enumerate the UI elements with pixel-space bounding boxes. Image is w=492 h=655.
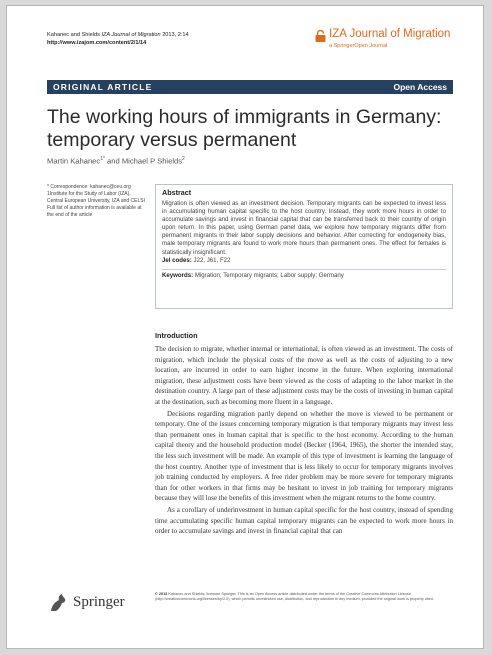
author-name: Martin Kahanec [47, 156, 101, 166]
affiliation-note: 1Institute for the Study of Labor (IZA), Central European University, IZA and CELSI [47, 191, 146, 204]
body-paragraph: Decisions regarding migration partly depend on whether the move is viewed to be permanent or temporary. One of the issues concerning temporary migration is that temporary migrants may invest less than permanent ones in human capital that is specific to the host economy. According to the human capital theory and the household production model (Becker (1964, 1965), the shorter the intended stay, the less such investment will be made. An example of this type of investment is learning the language of the host country. Another type of investment that is less likely to occur for temporary migrants involves job training conducted by employers. A free rider problem may be more severe for temporary migrants than for other workers in that firms may be hesitant to invest in job training for temporary migrants because they will lose the benefits of this investment when the migrant returns to the home country. [155, 409, 453, 503]
keywords-value: Migration; Temporary migrants; Labor supply; Germany [194, 271, 344, 279]
running-header [47, 31, 189, 47]
body-paragraph: As a corollary of underinvestment in human capital specific for the host country, instead of spending time accumulating specific human capital temporary migrants can be expected to work more hours in order to accumulate savings and invest in financial capital that can [155, 505, 453, 536]
jel-codes [162, 257, 446, 265]
abstract-heading: Abstract [162, 188, 192, 197]
jel-codes-label: Jel codes: [162, 256, 192, 264]
citation-line [47, 31, 189, 39]
license-text [155, 592, 453, 603]
article-type-band [47, 80, 453, 94]
keywords [162, 269, 446, 280]
journal-logo-title: IZA Journal of Migration [329, 28, 451, 40]
keywords-label: Keywords: [162, 271, 194, 279]
publisher-name: Springer [73, 594, 125, 610]
author-notes [47, 184, 147, 219]
abstract-box [155, 184, 453, 309]
correspondence-note: * Correspondence: kahanec@ceu.org [47, 184, 131, 190]
author-affiliation-mark: 1* [100, 156, 105, 162]
jel-codes-value: J22, J61, F22 [193, 256, 231, 264]
springer-logo [47, 592, 147, 616]
abstract-text: Migration is often viewed as an investment decision. Temporary migrants can be expected to invest less in accumulating human capital specific to the host country. Instead, they work more hours in order to accumulate savings and invest in financial capital that can be transferred back to their country of origin upon return. In this paper, using German panel data, we explore how temporary migrants differ from permanent migrants in their labor supply decisions and behavior. After correcting for endogeneity bias, male temporary migrants are found to work more hours than permanent ones. The effect for females is statistically insignificant. [162, 200, 446, 256]
springeropen-lock-icon [315, 30, 326, 42]
citation-volume: 2013, 2:14 [162, 32, 189, 38]
journal-logo-subtitle: a SpringerOpen Journal [329, 43, 388, 49]
journal-logo [315, 28, 455, 54]
abstract-divider [162, 269, 446, 270]
citation-journal: IZA Journal of Migration [101, 32, 161, 38]
section-heading: Introduction [155, 331, 198, 340]
open-access-label: Open Access [393, 82, 447, 92]
article-title-line-2: temporary versus permanent [47, 129, 297, 151]
license-copyright: © 2013 [155, 592, 168, 596]
article-body [155, 331, 453, 538]
author-affiliation-mark: 2 [182, 156, 185, 162]
article-title [47, 106, 467, 152]
citation-authors: Kahanec and Shields [47, 32, 100, 38]
author-separator: and [104, 156, 122, 166]
license-body: Kahanec and Shields; licensee Springer. This is an Open Access article distributed under the terms of the Creative Commons Attribution License (http://creativecommons.org/licenses/by/2.0), which permits unrestricted use, distribution, and reproduction in any medium, provided the original work is properly cited. [155, 592, 434, 602]
springer-horse-icon [47, 592, 69, 614]
article-type-label: ORIGINAL ARTICLE [53, 82, 153, 92]
author-name: Michael P Shields [121, 156, 183, 166]
article-title-line-1: The working hours of immigrants in Germany: [47, 106, 442, 128]
article-url-link[interactable]: http://www.izajom.com/content/2/1/14 [47, 40, 147, 46]
body-paragraph: The decision to migrate, whether internal or international, is often viewed as an investment. The costs of migration, which include the physical costs of the move as well as the costs of adjusting to a new location, are incurred in order to earn higher income in the future. When exploring international migration, these adjustment costs have been viewed as the costs of adapting to the labor market in the destination country. A large part of these adjustment costs may be the costs of investing in human capital at the destination, such as becoming more fluent in a language. [155, 345, 453, 406]
author-list [47, 156, 185, 166]
author-info-note: Full list of author information is available at the end of the article [47, 205, 142, 218]
paper-page [6, 5, 484, 649]
